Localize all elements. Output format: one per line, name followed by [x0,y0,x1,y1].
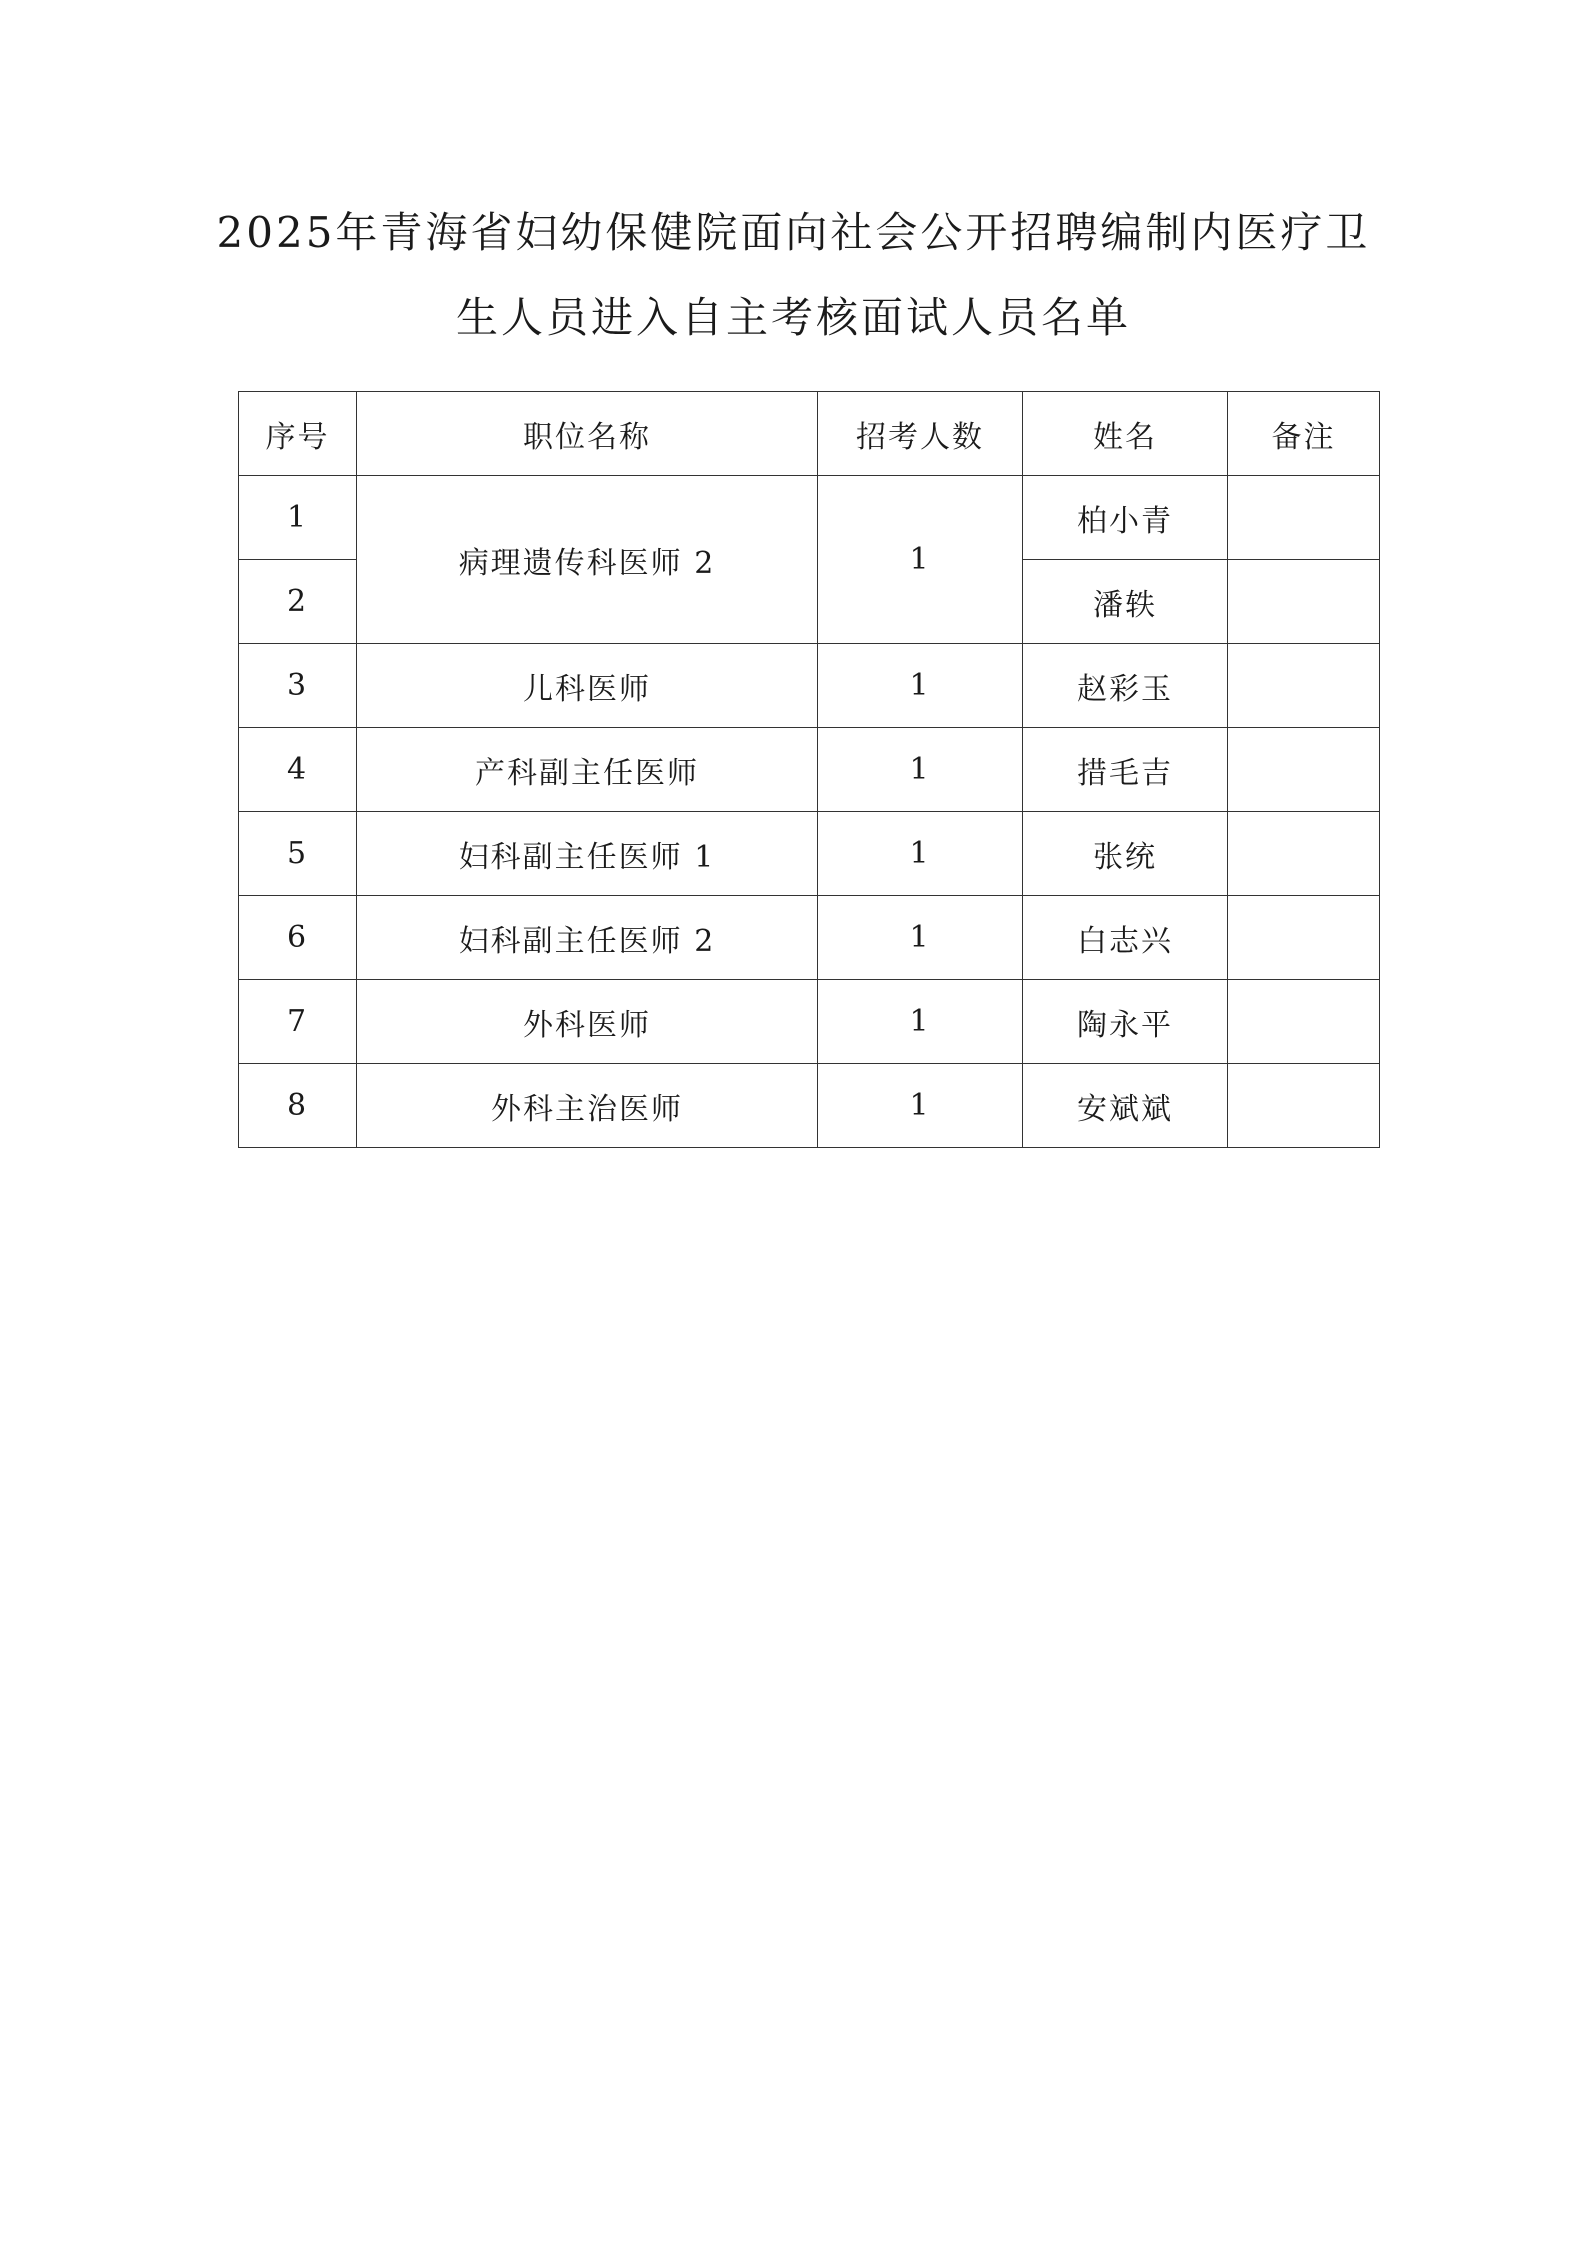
header-position: 职位名称 [357,392,818,476]
cell-position: 妇科副主任医师 2 [357,896,818,980]
cell-seq: 7 [239,980,357,1064]
cell-name: 柏小青 [1023,476,1228,560]
table-row [239,644,1380,728]
header-remark: 备注 [1228,392,1380,476]
cell-remark [1228,812,1380,896]
table-header-row [239,392,1380,476]
cell-name: 赵彩玉 [1023,644,1228,728]
cell-position: 外科医师 [357,980,818,1064]
cell-name: 陶永平 [1023,980,1228,1064]
cell-remark [1228,1064,1380,1148]
cell-remark [1228,476,1380,560]
cell-count: 1 [818,896,1023,980]
cell-remark [1228,980,1380,1064]
cell-remark [1228,896,1380,980]
cell-seq: 1 [239,476,357,560]
cell-name: 措毛吉 [1023,728,1228,812]
interview-roster-table [238,391,1380,1148]
cell-seq: 2 [239,560,357,644]
header-seq: 序号 [239,392,357,476]
document-title-line-1: 2025年青海省妇幼保健院面向社会公开招聘编制内医疗卫 [216,208,1371,257]
cell-count: 1 [818,644,1023,728]
cell-position: 妇科副主任医师 1 [357,812,818,896]
cell-position: 儿科医师 [357,644,818,728]
table-row [239,476,1380,560]
document-title-line-2: 生人员进入自主考核面试人员名单 [455,293,1131,342]
table-row [239,728,1380,812]
cell-remark [1228,644,1380,728]
cell-name: 白志兴 [1023,896,1228,980]
cell-position: 病理遗传科医师 2 [357,476,818,644]
table-row [239,980,1380,1064]
cell-name: 安斌斌 [1023,1064,1228,1148]
cell-remark [1228,728,1380,812]
header-name: 姓名 [1023,392,1228,476]
table-row [239,896,1380,980]
cell-count: 1 [818,728,1023,812]
cell-position: 产科副主任医师 [357,728,818,812]
cell-name: 潘轶 [1023,560,1228,644]
table-row [239,812,1380,896]
cell-seq: 3 [239,644,357,728]
header-count: 招考人数 [818,392,1023,476]
cell-position: 外科主治医师 [357,1064,818,1148]
cell-count: 1 [818,812,1023,896]
cell-count: 1 [818,980,1023,1064]
cell-name: 张统 [1023,812,1228,896]
cell-seq: 6 [239,896,357,980]
cell-seq: 4 [239,728,357,812]
table-row [239,1064,1380,1148]
cell-count: 1 [818,1064,1023,1148]
cell-remark [1228,560,1380,644]
cell-count: 1 [818,476,1023,644]
cell-seq: 8 [239,1064,357,1148]
cell-seq: 5 [239,812,357,896]
